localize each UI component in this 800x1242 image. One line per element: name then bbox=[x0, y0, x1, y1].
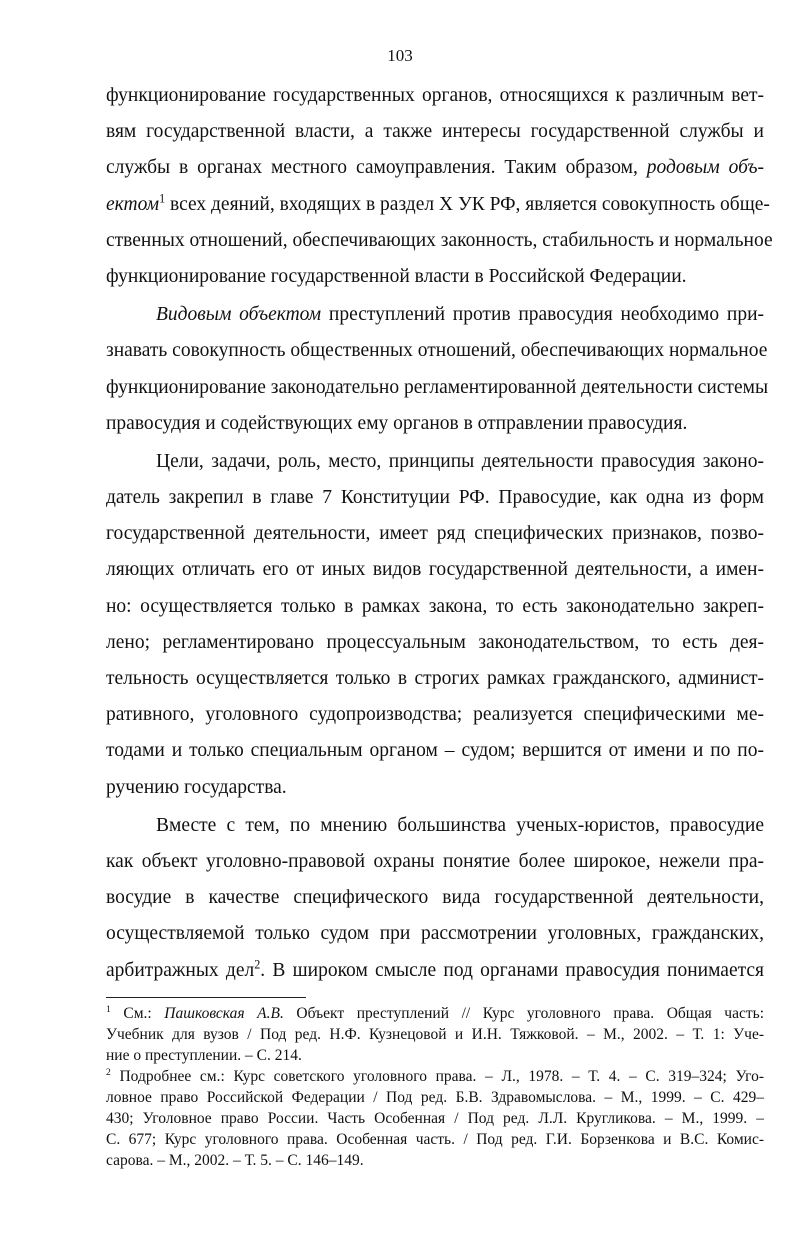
paragraph-4-line-4: осуществляемой только судом при рассмотрении уголовных, гражданских, bbox=[106, 923, 764, 945]
footnote-ref-1[interactable]: 1 bbox=[159, 191, 166, 206]
footnote-1-mark: 1 bbox=[106, 1003, 111, 1015]
paragraph-1-line-5: ственных отношений, обеспечивающих законность, стабильность и нормальное bbox=[106, 229, 773, 251]
paragraph-1-line-2: вям государственной власти, а также интересы государственной службы и bbox=[106, 121, 764, 143]
body-text-span: всех деяний, входящих в раздел X УК РФ, является совокупность обще- bbox=[165, 193, 770, 215]
footnote-1-line-3: ние о преступлении. – С. 214. bbox=[106, 1047, 302, 1064]
paragraph-4-line-1: Вместе с тем, по мнению большинства ученых-юристов, правосудие bbox=[156, 814, 764, 836]
body-text-span: преступлений против правосудия необходимо при- bbox=[321, 304, 765, 326]
italic-term-rodovym: родовым объ- bbox=[646, 157, 764, 179]
footnote-2-line-4: С. 677; Курс уголовного права. Особенная часть. / Под ред. Г.И. Борзенкова и В.С. Комис- bbox=[106, 1131, 764, 1148]
paragraph-3-line-6: лено; регламентировано процессуальным законодательством, то есть дея- bbox=[106, 631, 764, 653]
footnote-text-span: Объект преступлений // Курс уголовного права. Общая часть: bbox=[283, 1005, 764, 1022]
paragraph-4-line-5 bbox=[106, 953, 764, 989]
footnote-2-mark: 2 bbox=[106, 1066, 111, 1078]
paragraph-3-line-10: ручению государства. bbox=[106, 776, 287, 798]
paragraph-2-line-2: знавать совокупность общественных отношений, обеспечивающих нормальное bbox=[106, 340, 768, 362]
footnote-1-line-1 bbox=[106, 1003, 764, 1024]
paragraph-2-line-1 bbox=[106, 297, 764, 333]
paragraph-3-line-2: датель закрепил в главе 7 Конституции РФ. Правосудие, как одна из форм bbox=[106, 487, 764, 509]
paragraph-4-line-2: как объект уголовно-правовой охраны понятие более широкое, нежели пра- bbox=[106, 850, 764, 872]
footnote-separator bbox=[106, 997, 306, 998]
body-text-span: арбитражных дел bbox=[106, 959, 255, 981]
paragraph-2-line-3: функционирование законодательно регламентированной деятельности системы bbox=[106, 376, 769, 398]
page-number: 103 bbox=[387, 46, 413, 65]
paragraph-3-line-4: ляющих отличать его от иных видов государственной деятельности, а имен- bbox=[106, 559, 764, 581]
paragraph-4-line-3: восудие в качестве специфического вида государственной деятельности, bbox=[106, 887, 764, 909]
footnote-text-span: См.: bbox=[110, 1005, 165, 1022]
footnote-2-line-3: 430; Уголовное право России. Часть Особенная / Под ред. Л.Л. Кругликова. – М., 1999. – bbox=[106, 1110, 764, 1127]
footnote-2-line-1 bbox=[106, 1066, 764, 1087]
body-text bbox=[106, 78, 773, 989]
paragraph-3-line-9: тодами и только специальным органом – судом; вершится от имени и по по- bbox=[106, 740, 764, 762]
paragraph-3-line-7: тельность осуществляется только в строгих рамках гражданского, админист- bbox=[106, 668, 764, 689]
paragraph-1-line-3 bbox=[106, 150, 764, 186]
footnotes bbox=[106, 1003, 764, 1171]
paragraph-3-line-1: Цели, задачи, роль, место, принципы деятельности правосудия законо- bbox=[156, 450, 764, 472]
italic-term-obektom: ектом bbox=[106, 193, 160, 215]
paragraph-1-line-6: функционирование государственной власти в Российской Федерации. bbox=[106, 265, 687, 287]
body-text-span: . В широком смысле под органами правосудия понимается bbox=[260, 959, 764, 981]
italic-term-vidovym: Видовым объектом bbox=[156, 304, 322, 326]
footnote-2-line-5: сарова. – М., 2002. – Т. 5. – С. 146–149. bbox=[106, 1152, 364, 1169]
paragraph-1-line-4 bbox=[106, 187, 770, 223]
footnote-1-line-2: Учебник для вузов / Под ред. Н.Ф. Кузнецовой и И.Н. Тяжковой. – М., 2002. – Т. 1: Уче- bbox=[106, 1026, 764, 1043]
footnote-ref-2[interactable]: 2 bbox=[254, 957, 261, 971]
paragraph-3-line-3: государственной деятельности, имеет ряд специфических признаков, позво- bbox=[106, 523, 764, 545]
footnote-author: Пашковская А.В. bbox=[164, 1005, 284, 1022]
footnote-text-span: Подробнее см.: Курс советского уголовного права. – Л., 1978. – Т. 4. – С. 319–324; Уго- bbox=[110, 1068, 764, 1085]
paragraph-1-line-1: функционирование государственных органов, относящихся к различным вет- bbox=[106, 85, 764, 106]
footnote-2-line-2: ловное право Российской Федерации / Под ред. Б.В. Здравомыслова. – М., 1999. – С. 429– bbox=[106, 1089, 764, 1106]
paragraph-3-line-5: но: осуществляется только в рамках закона, то есть законодательно закреп- bbox=[106, 595, 764, 617]
body-text-span: службы в органах местного самоуправления. Таким образом, bbox=[106, 157, 638, 179]
paragraph-2-line-4: правосудия и содействующих ему органов в отправлении правосудия. bbox=[106, 412, 688, 434]
paragraph-3-line-8: ративного, уголовного судопроизводства; реализуется специфическими ме- bbox=[106, 704, 764, 726]
